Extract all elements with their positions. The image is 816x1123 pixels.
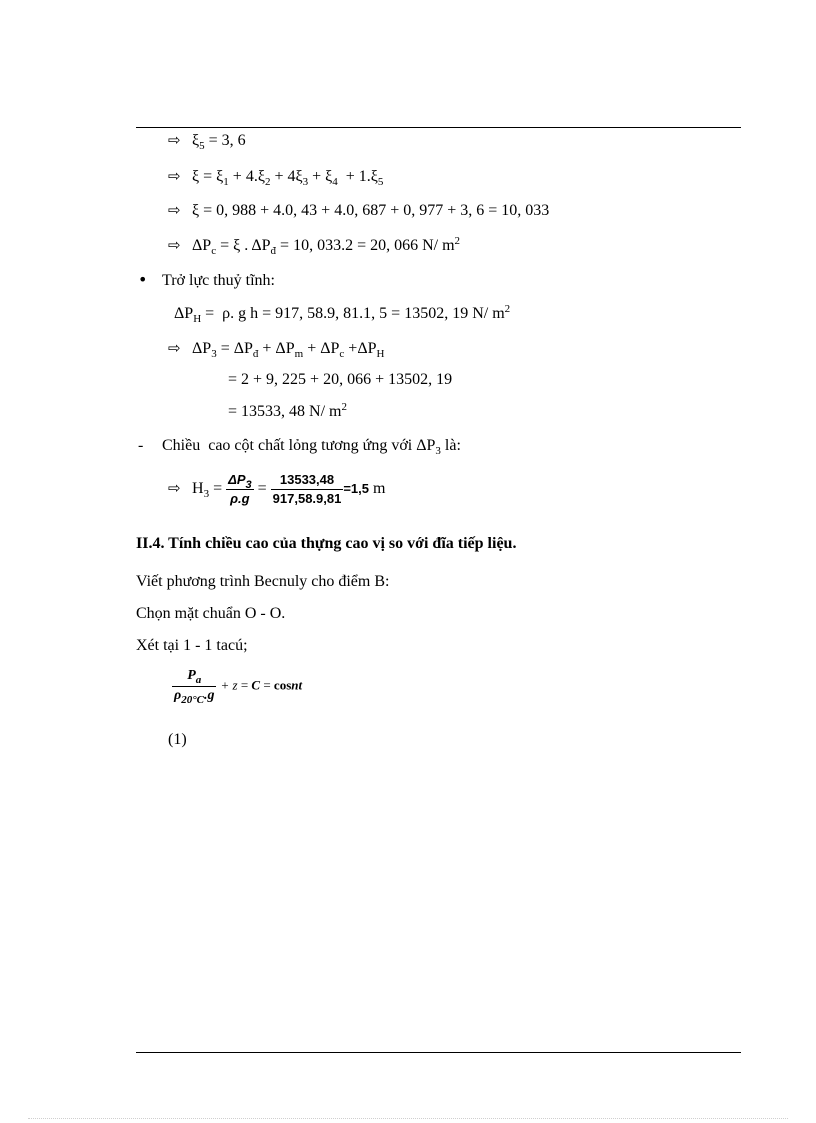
header-rule	[136, 127, 741, 128]
eq-dp3-result: = 13533, 48 N/ $m^2$	[228, 401, 347, 420]
datum-text: Chọn mặt chuẩn O - O.	[136, 605, 286, 622]
eq-dp3: ⇨ $\Delta P_3 = \Delta P_đ + \Delta P_m + \Delta P_c +\Delta P_H$	[168, 339, 385, 360]
arrow-right-icon: ⇨	[168, 167, 181, 185]
bernoulli-rhs: + z = C = cosnt	[220, 677, 303, 693]
bernoulli-text: Viết phương trình Becnuly cho điểm B:	[136, 573, 390, 590]
arrow-right-icon: ⇨	[168, 339, 181, 357]
xi-value-text: ξ = 0, 988 + 4.0, 43 + 4.0, 687 + 0, 977 + 3, 6 = 10, 033	[192, 202, 550, 219]
h3-unit: m	[373, 480, 386, 497]
section-heading-text: II.4. Tính chiều cao của thựng cao vị so với đĩa tiếp liệu.	[136, 535, 517, 552]
eq-dpc: ⇨ $\Delta P_c = \xi$ . $\Delta P_đ = 10$, 033.2 = 20, 066 N/ $m^2$	[168, 235, 461, 257]
h3-denominator: 917,58.9,81	[272, 490, 342, 506]
dp3-sum-text: = 2 + 9, 225 + 20, 066 + 13502, 19	[228, 371, 453, 388]
dash-marker: -	[138, 437, 144, 454]
consider-text: Xét tại 1 - 1 tacú;	[136, 637, 248, 654]
eq-xi5: ⇨ $\xi_5 = 3$, 6	[168, 131, 246, 152]
footer-rule	[136, 1052, 741, 1053]
eq-xi-value	[168, 200, 549, 221]
h3-numerator: 13533,48	[271, 472, 344, 490]
bernoulli-equation	[172, 668, 302, 704]
eq-h3: ⇨ $H_3$ = $\frac{\Delta P_3}{\rho.g}$ = $\frac{13533,48}{917,58.9,81}$ =1,5 m	[168, 468, 385, 509]
h3-fraction-symbolic: $\frac{\Delta P_3}{\rho.g}$	[228, 471, 252, 506]
arrow-right-icon: ⇨	[168, 201, 181, 219]
arrow-right-icon: ⇨	[168, 479, 181, 497]
datum-line	[136, 604, 285, 624]
arrow-right-icon: ⇨	[168, 236, 181, 254]
bernoulli-fraction: $\frac{P_a}{\rho_{20^\circ C}.g}$	[174, 668, 215, 706]
eq-dph: $\Delta P_H = \rho$. g h = 917, 58.9, 81.1, 5 = 13502, 19 N/ $m^2$	[174, 303, 511, 325]
eq-xi-sum: ⇨ $\xi = \xi_1 + 4.\xi_2 + 4\xi_3 + \xi_4 + 1.\xi_5$	[168, 167, 384, 188]
h3-value: =1,5	[343, 481, 370, 496]
section-heading	[136, 534, 516, 554]
bernoulli-line	[136, 572, 389, 592]
equation-number-text: (1)	[168, 731, 187, 748]
consider-line	[136, 636, 248, 656]
equation-number	[168, 730, 187, 750]
bullet-icon: •	[138, 270, 148, 289]
bullet-hydrostatic	[138, 270, 275, 291]
eq-dp3-sum	[228, 370, 452, 390]
h3-fraction-numeric	[271, 472, 344, 507]
height-label-line: - Chiều cao cột chất lỏng tương ứng với $\Delta P_3$ là:	[138, 437, 461, 457]
page-edge-dots	[28, 1118, 788, 1119]
bullet-label: Trở lực thuỷ tĩnh:	[162, 272, 275, 289]
arrow-right-icon: ⇨	[168, 131, 181, 149]
